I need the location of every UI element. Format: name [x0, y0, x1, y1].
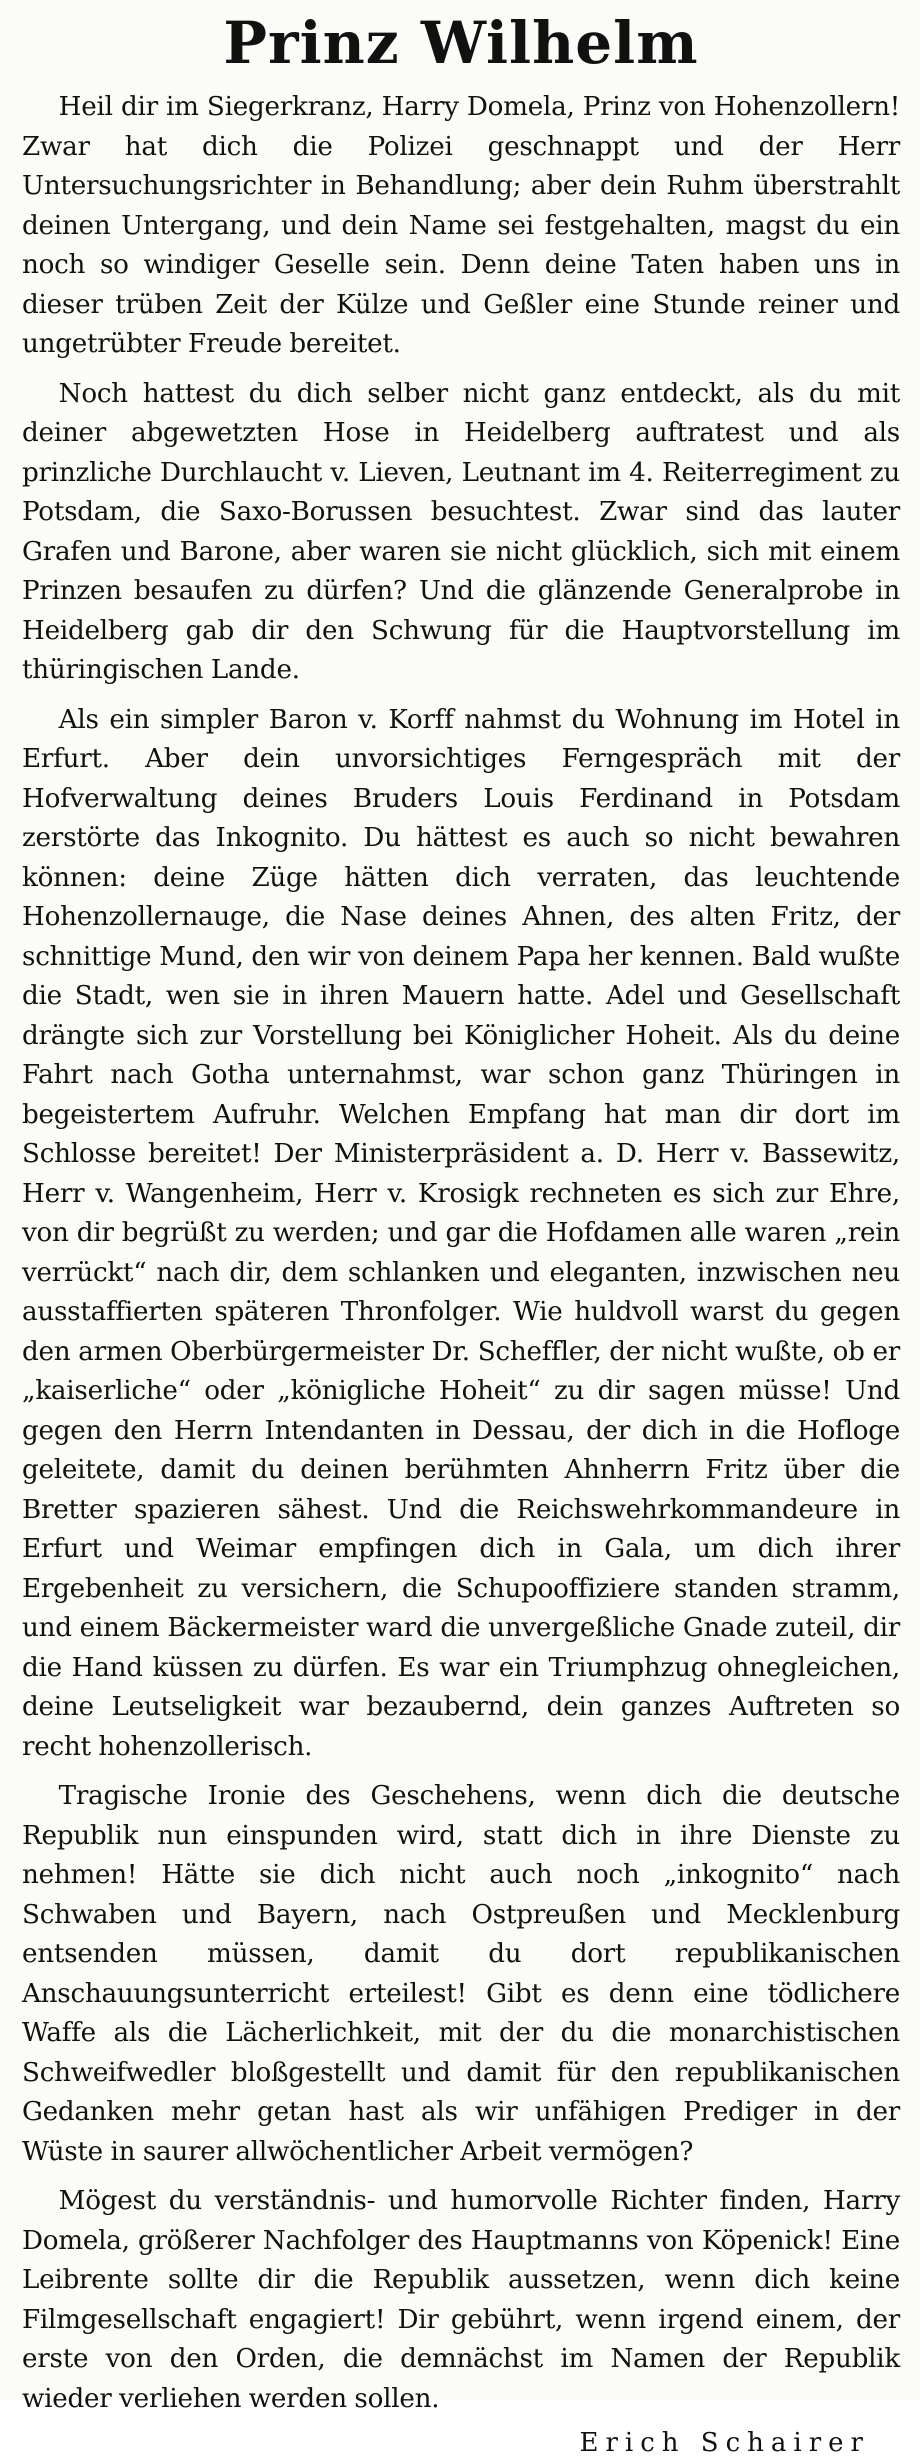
article-paragraph-4: Tragische Ironie des Geschehens, wenn dich die deutsche Republik nun einspunden wird, statt dich in ihre Dienste zu nehmen! Hätte sie dich nicht auch noch „inkognito“ nach Schwaben und Bayern, nach Ostpreußen und Mecklenburg entsenden müssen, damit du dort republikanischen Anschauungsunterricht erteilest! Gibt es denn eine tödlichere Waffe als die Lächerlichkeit, mit der du die monarchistischen Schweifwedler bloßgestellt und damit für den republikanischen Gedanken mehr getan hast als wir unfähigen Prediger in der Wüste in saurer allwöchentlicher Arbeit vermögen? — [22, 1781, 900, 2167]
article-paragraph-1: Heil dir im Siegerkranz, Harry Domela, Prinz von Hohenzollern! Zwar hat dich die Polizei geschnappt und der Herr Untersuchungsrichter in Behandlung; aber dein Ruhm überstrahlt deinen Untergang, und dein Name sei festgehalten, magst du ein noch so windiger Geselle sein. Denn deine Taten haben uns in dieser trüben Zeit der Külze und Geßler eine Stunde reiner und ungetrübter Freude bereitet. — [22, 92, 900, 359]
author-signature: Erich Schairer — [579, 2428, 870, 2458]
article-paragraph-5: Mögest du verständnis- und humorvolle Richter finden, Harry Domela, größerer Nachfolger des Hauptmanns von Köpenick! Eine Leibrente sollte dir die Republik aussetzen, wenn dich keine Filmgesellschaft engagiert! Dir gebührt, wenn irgend einem, der erste von den Orden, die demnächst im Namen der Republik wieder verliehen werden sollen. — [22, 2186, 900, 2414]
article-title: Prinz Wilhelm — [223, 9, 699, 77]
article-paragraph-2: Noch hattest du dich selber nicht ganz entdeckt, als du mit deiner abgewetzten Hose in Heidelberg auftratest und als prinzliche Durchlaucht v. Lieven, Leutnant im 4. Reiterregiment zu Potsdam, die Saxo-Borussen besuchtest. Zwar sind das lauter Grafen und Barone, aber waren sie nicht glücklich, sich mit einem Prinzen besaufen zu dürfen? Und die glänzende Generalprobe in Heidelberg gab dir den Schwung für die Hauptvorstellung im thüringischen Lande. — [22, 378, 900, 685]
article-paragraph-3: Als ein simpler Baron v. Korff nahmst du Wohnung im Hotel in Erfurt. Aber dein unvorsichtiges Ferngespräch mit der Hofverwaltung deines Bruders Louis Ferdinand in Potsdam zerstörte das Inkognito. Du hättest es auch so nicht bewahren können: deine Züge hätten dich verraten, das leuchtende Hohenzollernauge, die Nase deines Ahnen, des alten Fritz, der schnittige Mund, den wir von deinem Papa her kennen. Bald wußte die Stadt, wen sie in ihren Mauern hatte. Adel und Gesellschaft drängte sich zur Vorstellung bei Königlicher Hoheit. Als du deine Fahrt nach Gotha unternahmst, war schon ganz Thüringen in begeistertem Aufruhr. Welchen Empfang hat man dir dort im Schlosse bereitet! Der Ministerpräsident a. D. Herr v. Bassewitz, Herr v. Wangenheim, Herr v. Krosigk rechneten es sich zur Ehre, von dir begrüßt zu werden; und gar die Hofdamen alle waren „rein verrückt“ nach dir, dem schlanken und eleganten, inzwischen neu ausstaffierten späteren Thronfolger. Wie huldvoll warst du gegen den armen Oberbürgermeister Dr. Scheffler, der nicht wußte, ob er „kaiserliche“ oder „königliche Hoheit“ zu dir sagen müsse! Und gegen den Herrn Intendanten in Dessau, der dich in die Hofloge geleitete, damit du deinen berühmten Ahnherrn Fritz über die Bretter spazieren sähest. Und die Reichswehrkommandeure in Erfurt und Weimar empfingen dich in Gala, um dich ihrer Ergebenheit zu versichern, die Schupooffiziere standen stramm, und einem Bäckermeister ward die unvergeßliche Gnade zuteil, dir die Hand küssen zu dürfen. Es war ein Triumphzug ohnegleichen, deine Leutseligkeit war bezaubernd, dein ganzes Auftreten so recht hohenzollerisch. — [22, 704, 900, 1762]
